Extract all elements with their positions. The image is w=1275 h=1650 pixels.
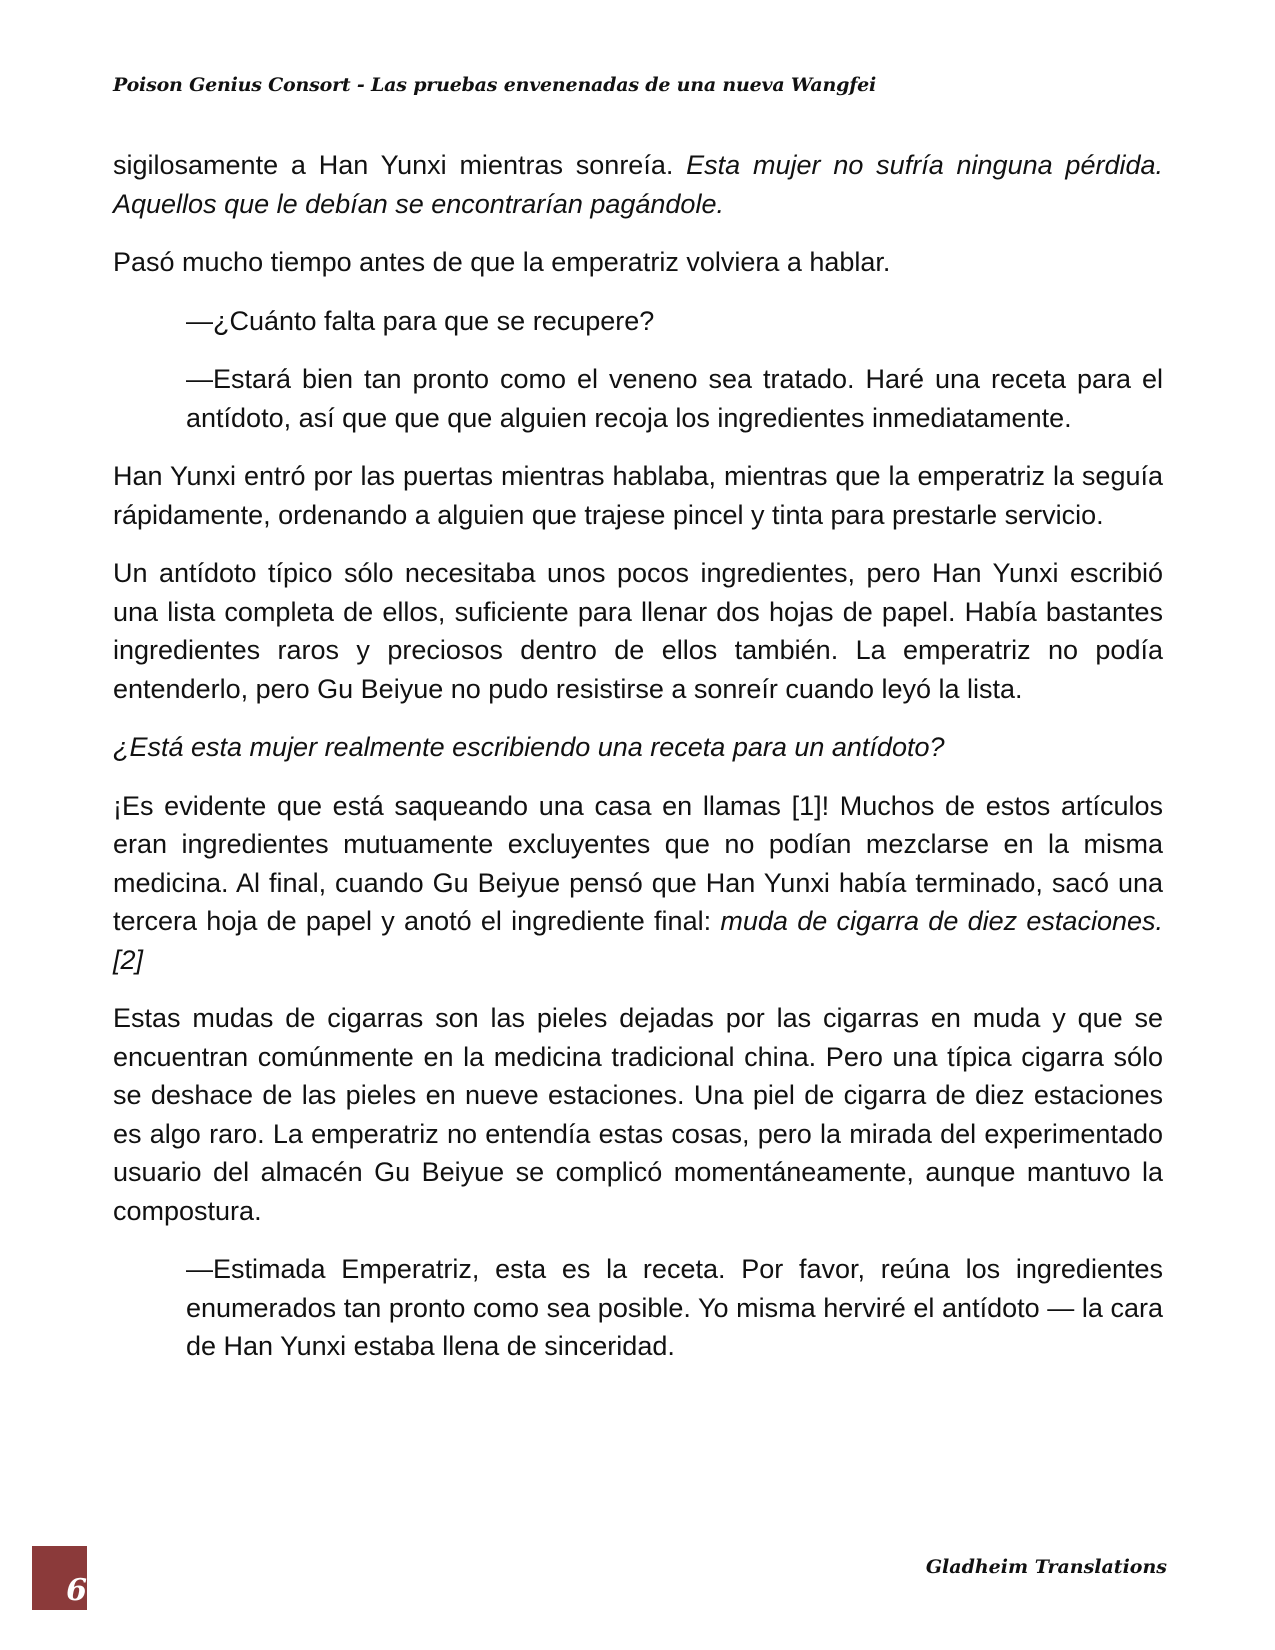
paragraph-3: Han Yunxi entró por las puertas mientras hablaba, mientras que la emperatriz la seguía rápidamente, ordenando a alguien que trajese pincel y tinta para prestarle servicio. [113, 461, 1163, 530]
dialogue-2: —Estará bien tan pronto como el veneno sea tratado. Haré una receta para el antídoto, así que que que alguien recoja los ingredientes inmediatamente. [186, 364, 1163, 433]
dialogue-1: —¿Cuánto falta para que se recupere? [186, 305, 655, 336]
paragraph-5 [113, 787, 1163, 980]
running-header: Poison Genius Consort - Las pruebas envenenadas de una nueva Wangfei [113, 74, 877, 96]
dialogue-3: —Estimada Emperatriz, esta es la receta. Por favor, reúna los ingredientes enumerados tan pronto como sea posible. Yo misma herviré el antídoto — la cara de Han Yunxi estaba llena de sinceridad. [186, 1254, 1163, 1361]
thought-line [113, 728, 1163, 767]
paragraph-5-italic: muda de cigarra de diez estaciones. [2] [113, 906, 1163, 975]
paragraph-1-text: sigilosamente a Han Yunxi mientras sonreía. [113, 150, 687, 180]
footer-rule [32, 1608, 87, 1610]
footer-credit: Gladheim Translations [925, 1556, 1167, 1578]
paragraph-5-text: ¡Es evidente que está saqueando una casa en llamas [1]! Muchos de estos artículos eran ingredientes mutuamente excluyentes que no podían mezclarse en la misma medicina. Al final, cuando Gu Beiyue pensó que Han Yunxi había terminado, sacó una tercera hoja de papel y anotó el ingrediente final: [113, 790, 1163, 936]
page-body [113, 146, 1163, 1386]
paragraph-2: Pasó mucho tiempo antes de que la emperatriz volviera a hablar. [113, 247, 891, 277]
paragraph-1-italic: Esta mujer no sufría ninguna pérdida. Aquellos que le debían se encontrarían pagándole. [113, 150, 1163, 219]
paragraph-6: Estas mudas de cigarras son las pieles dejadas por las cigarras en muda y que se encuentran comúnmente en la medicina tradicional china. Pero una típica cigarra sólo se deshace de las pieles en nueve estaciones. Una piel de cigarra de diez estaciones es algo raro. La emperatriz no entendía estas cosas, pero la mirada del experimentado usuario del almacén Gu Beiyue se complicó momentáneamente, aunque mantuvo la compostura. [113, 1003, 1163, 1226]
paragraph-1 [113, 146, 1163, 223]
paragraph-4: Un antídoto típico sólo necesitaba unos pocos ingredientes, pero Han Yunxi escribió una lista completa de ellos, suficiente para llenar dos hojas de papel. Había bastantes ingredientes raros y preciosos dentro de ellos también. La emperatriz no podía entenderlo, pero Gu Beiyue no pudo resistirse a sonreír cuando leyó la lista. [113, 558, 1163, 704]
thought-line-text: ¿Está esta mujer realmente escribiendo una receta para un antídoto? [113, 732, 945, 762]
page-number: 6 [66, 1573, 87, 1608]
page-number-box [32, 1546, 87, 1608]
